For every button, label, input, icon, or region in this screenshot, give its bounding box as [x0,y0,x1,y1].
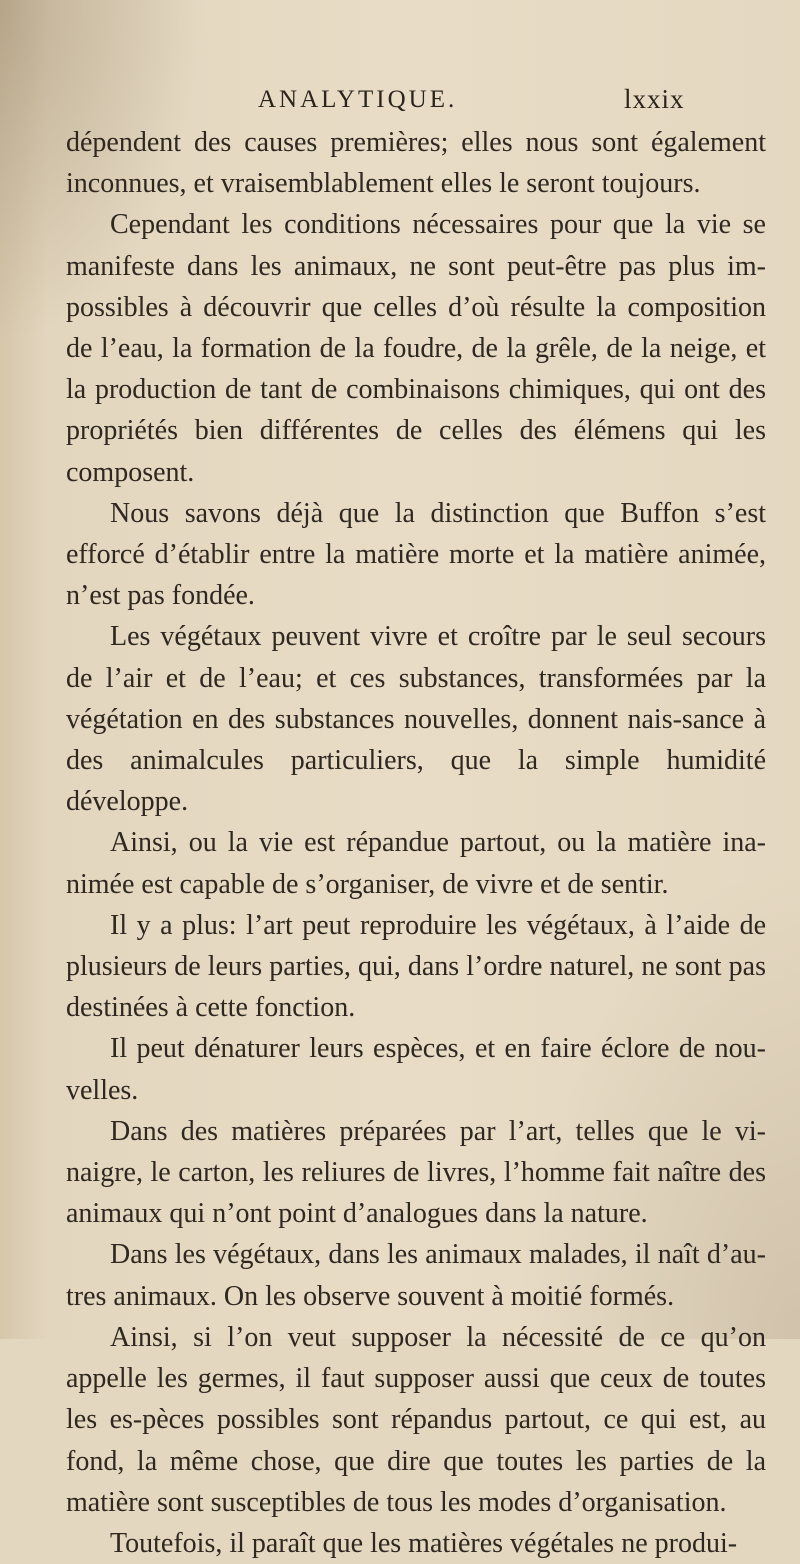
page-number: lxxix [624,84,685,114]
body-text [66,122,766,1564]
paragraph-3: Nous savons déjà que la distinction que Buffon s’est efforcé d’établir entre la matière morte et la matière animée, n’est pas fondée. [66,497,766,612]
running-title: ANALYTIQUE. [258,86,458,113]
paragraph-11: Toutefois, il paraît que les matières végétales ne produi- [110,1527,738,1559]
paragraph-5: Ainsi, ou la vie est répandue partout, ou la matière ina-nimée est capable de s’organiser, de vivre et de sentir. [66,827,766,900]
paragraph-2: Cependant les conditions nécessaires pour que la vie se manifeste dans les animaux, ne sont peut-être pas plus im-possibles à découvrir que celles d’où résulte la composition de l’eau, la formation de la foudre, de la grêle, de la neige, et la production de tant de combinaisons chimiques, qui ont des propriétés bien différentes de celles des élémens qui les composent. [66,209,766,488]
paragraph-4: Les végétaux peuvent vivre et croître par le seul secours de l’air et de l’eau; et ces substances, transformées par la végétation en des substances nouvelles, donnent nais-sance à des animalcules particuliers, que la simple humidité développe. [66,621,766,818]
paragraph-9: Dans les végétaux, dans les animaux malades, il naît d’au-tres animaux. On les observe souvent à moitié formés. [66,1239,766,1312]
paragraph-7: Il peut dénaturer leurs espèces, et en faire éclore de nou-velles. [66,1033,766,1106]
page-header [0,86,800,126]
paragraph-8: Dans des matières préparées par l’art, telles que le vi-naigre, le carton, les reliures de livres, l’homme fait naître des animaux qui n’ont point d’analogues dans la nature. [66,1115,766,1230]
paragraph-6: Il y a plus: l’art peut reproduire les végétaux, à l’aide de plusieurs de leurs parties, qui, dans l’ordre naturel, ne sont pas destinées à cette fonction. [66,909,766,1024]
paragraph-10: Ainsi, si l’on veut supposer la nécessité de ce qu’on appelle les germes, il faut supposer aussi que ceux de toutes les es-pèces possibles sont répandus partout, ce qui est, au fond, la même chose, que dire que toutes les parties de la matière sont susceptibles de tous les modes d’organisation. [66,1321,766,1518]
paragraph-1: dépendent des causes premières; elles nous sont également inconnues, et vraisemblablement elles le seront toujours. [66,127,766,200]
